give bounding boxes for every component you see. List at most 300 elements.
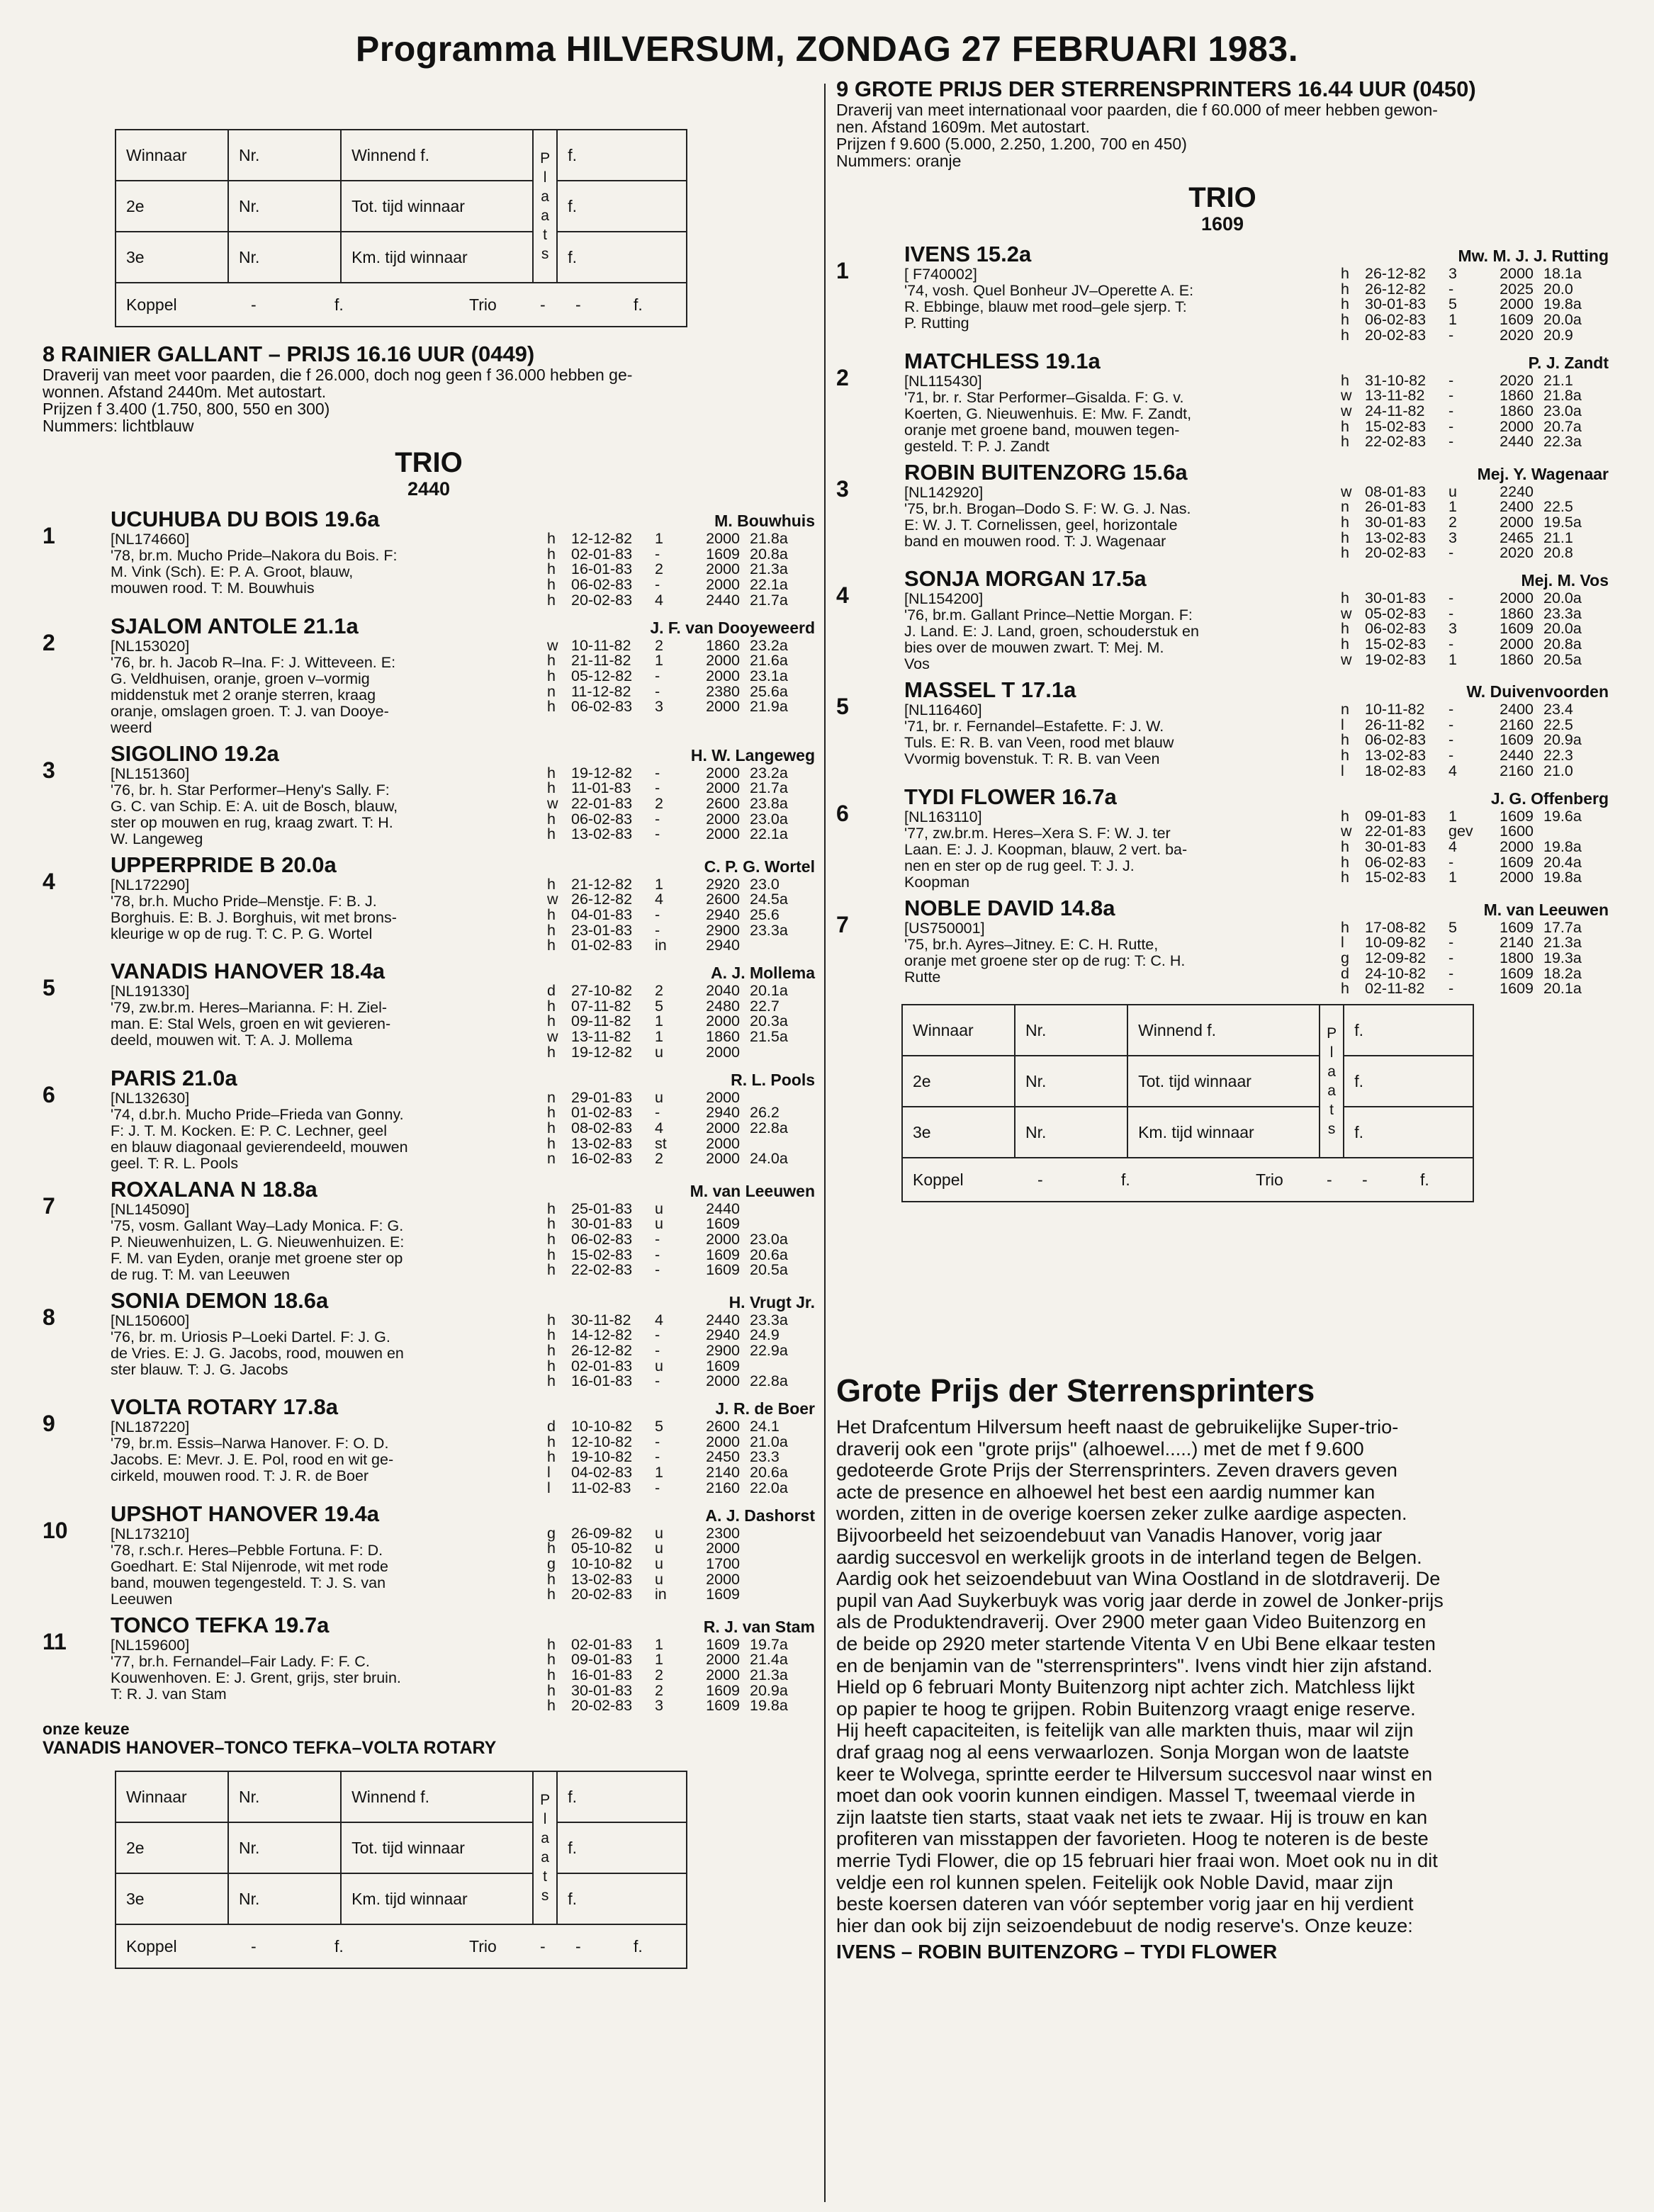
horse-name: UPSHOT HANOVER 19.4a: [111, 1501, 379, 1526]
horse-details: [904, 591, 1609, 672]
placing: u: [1448, 483, 1457, 500]
horse-description: [904, 591, 1315, 672]
track-code: h: [1341, 853, 1349, 871]
placing: -: [655, 1246, 660, 1263]
race-distance: 1609: [1500, 853, 1534, 871]
horse-body: [904, 242, 1609, 344]
text-line: Bijvoorbeeld het seizoendebuut van Vanadis Hanover, vorig jaar: [836, 1524, 1383, 1547]
description-line: '74, d.br.h. Mucho Pride–Frieda van Gonny.: [111, 1105, 404, 1123]
horse-body: [904, 349, 1609, 455]
horse-name: SJALOM ANTOLE 21.1a: [111, 613, 359, 638]
race-distance: 1800: [1500, 949, 1534, 966]
form-row: [547, 781, 815, 796]
race-date: 20-02-83: [1365, 326, 1427, 344]
km-time: 26.2: [750, 1104, 780, 1122]
race-distance: 2400: [1500, 701, 1534, 718]
placing: 4: [655, 891, 663, 908]
km-time: 20.4a: [1543, 853, 1582, 871]
race-date: 30-01-83: [571, 1215, 633, 1233]
form-row: [1341, 621, 1609, 637]
race-date: 06-02-83: [1365, 853, 1427, 871]
race-date: 16-01-83: [571, 560, 633, 578]
race-distance: 2000: [706, 652, 740, 670]
horse-entry: [43, 959, 815, 1061]
horse-form: [547, 638, 815, 716]
koppel-amount: f.: [1121, 1170, 1130, 1189]
placing: -: [1448, 417, 1454, 435]
km-time: 21.9a: [750, 698, 788, 716]
number-field: Nr.: [228, 1771, 341, 1822]
race-date: 11-02-83: [571, 1479, 631, 1496]
onze-keuze-label: onze keuze: [43, 1720, 130, 1739]
race-distance: 2160: [706, 1479, 740, 1496]
placing: 4: [655, 1119, 663, 1136]
race-date: 09-01-83: [571, 1651, 633, 1669]
race-date: 16-01-83: [571, 1666, 633, 1683]
description-line: Vvormig bovenstuk. T: R. B. van Veen: [904, 750, 1160, 768]
race-distance: 2160: [1500, 716, 1534, 733]
horse-body: [111, 959, 815, 1061]
koppel-trio-row: [116, 1924, 687, 1968]
race-distance: 2900: [706, 1341, 740, 1359]
horse-form: [547, 1419, 815, 1496]
track-code: h: [547, 1119, 556, 1136]
race-date: 13-02-83: [571, 825, 633, 843]
placing: u: [655, 1540, 663, 1557]
text-line: l: [1329, 1044, 1334, 1061]
track-code: h: [547, 905, 556, 923]
horse-header: [111, 1289, 815, 1313]
horse-form: [1341, 266, 1609, 344]
horse-trainer: H. Vrugt Jr.: [728, 1292, 815, 1311]
km-time: 19.8a: [1543, 295, 1582, 313]
track-code: h: [1341, 636, 1349, 653]
race-distance: 2300: [706, 1524, 740, 1542]
race-distance: 1609: [1500, 964, 1534, 982]
placing: 2: [1448, 513, 1457, 531]
km-time: 21.5a: [750, 1028, 788, 1046]
placing: in: [655, 1586, 667, 1603]
form-row: [1341, 531, 1609, 546]
horse-details: [111, 1637, 815, 1715]
form-row: [547, 1136, 815, 1152]
horse-description: [904, 266, 1315, 332]
km-time: 21.8a: [750, 530, 788, 547]
km-time: [740, 1587, 815, 1603]
race-distance: 1609: [706, 1697, 740, 1715]
track-code: d: [547, 982, 556, 1000]
placing: in: [655, 937, 667, 954]
race-distance: 1609: [706, 1246, 740, 1263]
km-time: 20.9a: [1543, 731, 1582, 749]
description-line: '76, br. h. Star Performer–Heny's Sally. F:: [111, 781, 390, 799]
placing: -: [655, 667, 660, 684]
form-row: [1341, 966, 1609, 982]
horse-header: [111, 1613, 815, 1637]
form-row: [1341, 870, 1609, 886]
track-code: w: [547, 794, 558, 812]
track-code: d: [1341, 964, 1349, 982]
km-time: 19.8a: [750, 1697, 788, 1715]
placing: u: [655, 1200, 663, 1217]
text-line: draverij ook een "grote prijs" (alhoewel.....) met de met f 9.600: [836, 1437, 1364, 1460]
track-code: h: [547, 652, 556, 670]
track-code: l: [1341, 716, 1344, 733]
track-code: h: [547, 779, 556, 797]
race-date: 17-08-82: [1365, 918, 1427, 936]
text-line: P: [1327, 1025, 1337, 1042]
description-line: [NL154200]: [904, 590, 984, 608]
track-code: h: [547, 764, 556, 781]
horse-body: [111, 1178, 815, 1283]
article-heading: Grote Prijs der Sterrensprinters: [836, 1372, 1315, 1409]
race-date: 24-10-82: [1365, 964, 1427, 982]
form-row: [547, 827, 815, 842]
km-time: 20.0a: [1543, 620, 1582, 638]
race-date: 02-11-82: [1365, 980, 1425, 998]
track-code: h: [1341, 980, 1349, 998]
form-row: [1341, 419, 1609, 435]
race-distance: 2000: [1500, 295, 1534, 313]
horse-trainer: A. J. Dashorst: [705, 1506, 815, 1525]
form-row: [547, 923, 815, 939]
trio-label: Trio: [469, 1936, 497, 1956]
placing: -: [1448, 636, 1454, 653]
horse-number: 9: [43, 1411, 55, 1437]
race-distance: 1609: [706, 1681, 740, 1699]
race8-heading: 8 RAINIER GALLANT – PRIJS 16.16 UUR (0449): [43, 342, 535, 366]
horse-form: [547, 1090, 815, 1168]
placing: 3: [1448, 265, 1457, 282]
dash: -: [575, 295, 581, 314]
form-row: [547, 1029, 815, 1045]
placing: 2: [655, 794, 663, 812]
race-distance: 2240: [1500, 483, 1534, 500]
placing: -: [1448, 589, 1454, 607]
race-distance: 1609: [1500, 731, 1534, 749]
result-form-top: [115, 129, 815, 327]
km-time: 21.0: [1543, 762, 1573, 779]
horse-trainer: Mej. M. Vos: [1521, 571, 1609, 590]
race-distance: 2440: [1500, 433, 1534, 451]
result-row: [116, 181, 687, 232]
race-distance: 2920: [706, 875, 740, 893]
km-time: [1534, 824, 1609, 840]
horse-body: [111, 853, 815, 954]
race-date: 26-09-82: [571, 1524, 633, 1542]
race-distance: 1609: [706, 1635, 740, 1653]
horse-description: [111, 1090, 522, 1172]
race-distance: 2000: [706, 1012, 740, 1030]
track-code: h: [547, 530, 556, 547]
horse-form: [1341, 702, 1609, 779]
description-line: J. Land. E: J. Land, groen, schouderstuk en: [904, 623, 1199, 641]
form-row: [547, 1232, 815, 1248]
article-keuze: IVENS – ROBIN BUITENZORG – TYDI FLOWER: [836, 1941, 1278, 1963]
placing: -: [1448, 853, 1454, 871]
placing: -: [655, 921, 660, 939]
track-code: h: [547, 1372, 556, 1390]
placing: -: [1448, 731, 1454, 749]
horse-form: [547, 1202, 815, 1279]
description-line: Borghuis. E: B. J. Borghuis, wit met brons-: [111, 908, 397, 926]
track-code: w: [1341, 823, 1352, 840]
track-code: h: [1341, 620, 1349, 638]
text-line: acte de presence en alhoewel het best een aardig nummer kan: [836, 1480, 1375, 1503]
form-row: [547, 1652, 815, 1668]
placing: u: [655, 1554, 663, 1572]
km-time: 20.9a: [750, 1681, 788, 1699]
horse-header: [904, 349, 1609, 373]
horse-description: [904, 920, 1315, 986]
km-time: 23.8a: [750, 794, 788, 812]
description-line: Jacobs. E: Mevr. J. E. Pol, rood en wit ge-: [111, 1451, 394, 1469]
amount-field: f.: [557, 1822, 687, 1873]
race9-bet-type: TRIO: [1188, 182, 1256, 213]
description-line: oranje met groene band, mouwen tegen-: [904, 421, 1180, 439]
race8-distance: 2440: [407, 478, 451, 500]
km-time: [740, 1557, 815, 1572]
race-date: 06-02-83: [1365, 620, 1427, 638]
horse-form: [1341, 920, 1609, 998]
placing: 1: [655, 875, 663, 893]
onze-keuze-value: VANADIS HANOVER–TONCO TEFKA–VOLTA ROTARY: [43, 1738, 497, 1759]
horse-description: [111, 766, 522, 847]
race-date: 13-11-82: [571, 1028, 631, 1046]
form-row: [1341, 297, 1609, 312]
number-field: Nr.: [228, 1873, 341, 1924]
placing: 4: [655, 1311, 663, 1328]
form-row: [547, 547, 815, 563]
description-line: W. Langeweg: [111, 830, 203, 847]
description-line: [US750001]: [904, 919, 985, 937]
km-time: 20.8a: [750, 545, 788, 563]
km-time: 24.5a: [750, 891, 788, 908]
description-line: Kouwenhoven. E: J. Grent, grijs, ster bruin.: [111, 1669, 401, 1686]
race-distance: 1860: [1500, 650, 1534, 668]
form-row: [1341, 282, 1609, 298]
horse-header: [111, 959, 815, 983]
horse-number: 1: [836, 258, 849, 283]
track-code: h: [1341, 433, 1349, 451]
km-time: 21.8a: [1543, 387, 1582, 405]
horse-name: SONJA MORGAN 17.5a: [904, 566, 1147, 592]
amount-field: f.: [1344, 1005, 1473, 1056]
placing: 1: [1448, 650, 1457, 668]
track-code: h: [547, 1134, 556, 1152]
race-distance: 2900: [706, 921, 740, 939]
km-time: 22.3: [1543, 747, 1573, 764]
race-distance: 2380: [706, 682, 740, 700]
race-distance: 1609: [1500, 980, 1534, 998]
km-time: 19.6a: [1543, 807, 1582, 825]
race-date: 09-01-83: [1365, 807, 1427, 825]
text-line: t: [543, 1868, 548, 1885]
description-line: P. Rutting: [904, 315, 969, 332]
description-line: ster blauw. T: J. G. Jacobs: [111, 1360, 288, 1378]
km-time: 22.0a: [750, 1479, 788, 1496]
km-time: 20.5a: [750, 1261, 788, 1279]
horse-trainer: J. G. Offenberg: [1490, 789, 1609, 808]
track-code: h: [547, 997, 556, 1015]
form-row: [1341, 312, 1609, 328]
race-date: 06-02-83: [571, 810, 633, 828]
horse-details: [904, 809, 1609, 891]
race-date: 12-09-82: [1365, 949, 1427, 966]
number-field: Nr.: [228, 232, 341, 283]
km-time: 20.0a: [1543, 311, 1582, 329]
placing: 1: [1448, 807, 1457, 825]
race-date: 10-10-82: [571, 1554, 633, 1572]
text-line: draf graag nog al eens verwaarlozen. Sonja Morgan won de laatste: [836, 1740, 1410, 1763]
placing: -: [655, 779, 660, 797]
race8-details: Draverij van meet voor paarden, die f 26.000, doch nog geen f 36.000 hebben ge- wonnen. Afstand 2440m. Met autostart. Prijzen f 3.400 (1.750, 800, 550 en 300) Nummers: lichtblauw: [43, 366, 633, 435]
amount-field: f.: [1344, 1107, 1473, 1158]
form-row: [547, 653, 815, 669]
text-line: veldje een rol kunnen spelen. Feitelijk ook Noble David, maar zijn: [836, 1870, 1393, 1893]
track-code: w: [547, 636, 558, 654]
place-label: 2e: [116, 1822, 228, 1873]
text-line: beste koersen dateren van vóór september vorig jaar en hij verdient: [836, 1892, 1414, 1915]
km-time: 21.3a: [750, 560, 788, 578]
race-date: 06-02-83: [571, 698, 633, 716]
horse-header: [904, 896, 1609, 920]
track-code: h: [547, 591, 556, 609]
text-line: s: [1327, 1121, 1336, 1138]
description-line: [NL191330]: [111, 983, 190, 1000]
description-line: [NL159600]: [111, 1636, 190, 1654]
placing: 1: [1448, 498, 1457, 516]
koppel-trio-row: [116, 283, 687, 327]
race-date: 26-12-82: [1365, 265, 1427, 282]
horse-body: [111, 1066, 815, 1172]
amount-field: f.: [557, 1771, 687, 1822]
placing: u: [655, 1215, 663, 1233]
race9-horse-list: [836, 242, 1609, 997]
horse-details: [111, 531, 815, 609]
description-line: Tuls. E: R. B. van Veen, rood met blauw: [904, 734, 1174, 752]
dash: -: [1037, 1170, 1043, 1189]
horse-entry: [43, 1395, 815, 1496]
form-row: [547, 1554, 815, 1572]
km-time: [740, 1045, 815, 1061]
horse-trainer: C. P. G. Wortel: [704, 857, 815, 876]
horse-description: [904, 702, 1315, 767]
description-line: [NL142920]: [904, 483, 984, 501]
description-line: [NL145090]: [111, 1200, 190, 1218]
track-code: h: [547, 825, 556, 843]
track-code: h: [1341, 807, 1349, 825]
form-row: [547, 1202, 815, 1217]
race-date: 05-10-82: [571, 1540, 633, 1557]
text-line: a: [541, 1830, 549, 1847]
horse-number: 7: [836, 911, 849, 937]
form-row: [547, 892, 815, 908]
form-row: [1341, 500, 1609, 515]
km-time: 23.3a: [1543, 604, 1582, 622]
amount-field: f.: [557, 1873, 687, 1924]
race-date: 06-02-83: [1365, 731, 1427, 749]
race-distance: 2000: [706, 1230, 740, 1248]
horse-form: [1341, 485, 1609, 562]
horse-name: MASSEL T 17.1a: [904, 677, 1076, 703]
text-line: pupil van Aad Suykerbuyk was vorig jaar derde in zowel de Jonker-prijs: [836, 1589, 1444, 1611]
placing: 1: [655, 530, 663, 547]
text-line: P: [540, 150, 551, 167]
placing: -: [655, 1230, 660, 1248]
race-date: 12-10-82: [571, 1433, 633, 1450]
horse-entry: [43, 614, 815, 736]
description-line: G. Veldhuisen, oranje, groen v–vormig: [111, 670, 370, 687]
placing: -: [1448, 980, 1454, 998]
placing: 2: [655, 560, 663, 578]
description-line: '79, zw.br.m. Heres–Marianna. F: H. Ziel-: [111, 999, 388, 1017]
page-title: Programma HILVERSUM, ZONDAG 27 FEBRUARI 1983.: [355, 29, 1299, 69]
race-date: 10-11-82: [1365, 701, 1425, 718]
track-code: h: [547, 875, 556, 893]
article: [836, 1372, 1609, 1963]
track-code: h: [547, 1540, 556, 1557]
form-row: [547, 766, 815, 781]
race-distance: 2000: [706, 1134, 740, 1152]
amount-field: f.: [557, 130, 687, 181]
description-line: ster op mouwen en rug, kraag zwart. T: H.: [111, 813, 393, 831]
result-label: Tot. tijd winnaar: [1127, 1056, 1320, 1107]
race-date: 31-10-82: [1365, 371, 1427, 389]
horse-trainer: W. Duivenvoorden: [1466, 682, 1609, 701]
race-date: 18-02-83: [1365, 762, 1427, 779]
horse-description: [111, 1419, 522, 1484]
placing: u: [655, 1357, 663, 1375]
description-line: [NL174660]: [111, 531, 190, 548]
track-code: h: [547, 1104, 556, 1122]
description-line: '75, vosm. Gallant Way–Lady Monica. F: G.: [111, 1217, 404, 1234]
horse-description: [904, 485, 1315, 550]
race-date: 04-02-83: [571, 1464, 633, 1482]
placing: 3: [1448, 529, 1457, 546]
form-row: [1341, 748, 1609, 764]
placing: 1: [655, 1651, 663, 1669]
km-time: [740, 938, 815, 954]
km-time: 22.1a: [750, 825, 788, 843]
race-distance: 2940: [706, 905, 740, 923]
km-time: 20.3a: [750, 1012, 788, 1030]
km-time: 22.3a: [1543, 433, 1582, 451]
horse-name: PARIS 21.0a: [111, 1065, 237, 1090]
description-line: [NL153020]: [111, 637, 190, 655]
form-row: [547, 638, 815, 654]
trio-amount: f.: [634, 295, 643, 314]
form-row: [1341, 606, 1609, 622]
race-distance: 2020: [1500, 326, 1534, 344]
race-date: 21-11-82: [571, 652, 631, 670]
horse-header: [904, 567, 1609, 591]
horse-trainer: J. R. de Boer: [715, 1399, 815, 1418]
number-field: Nr.: [1015, 1005, 1127, 1056]
form-row: [547, 1637, 815, 1653]
km-time: 20.7a: [1543, 417, 1582, 435]
description-line: gesteld. T: P. J. Zandt: [904, 437, 1050, 455]
horse-body: [111, 742, 815, 847]
result-form-bottom: [115, 1771, 815, 1969]
track-code: h: [1341, 513, 1349, 531]
koppel-amount: f.: [334, 295, 344, 314]
km-time: 23.3a: [750, 1311, 788, 1328]
race-date: 05-12-82: [571, 667, 633, 684]
form-row: [1341, 591, 1609, 606]
race-distance: 1700: [706, 1554, 740, 1572]
track-code: h: [1341, 295, 1349, 313]
